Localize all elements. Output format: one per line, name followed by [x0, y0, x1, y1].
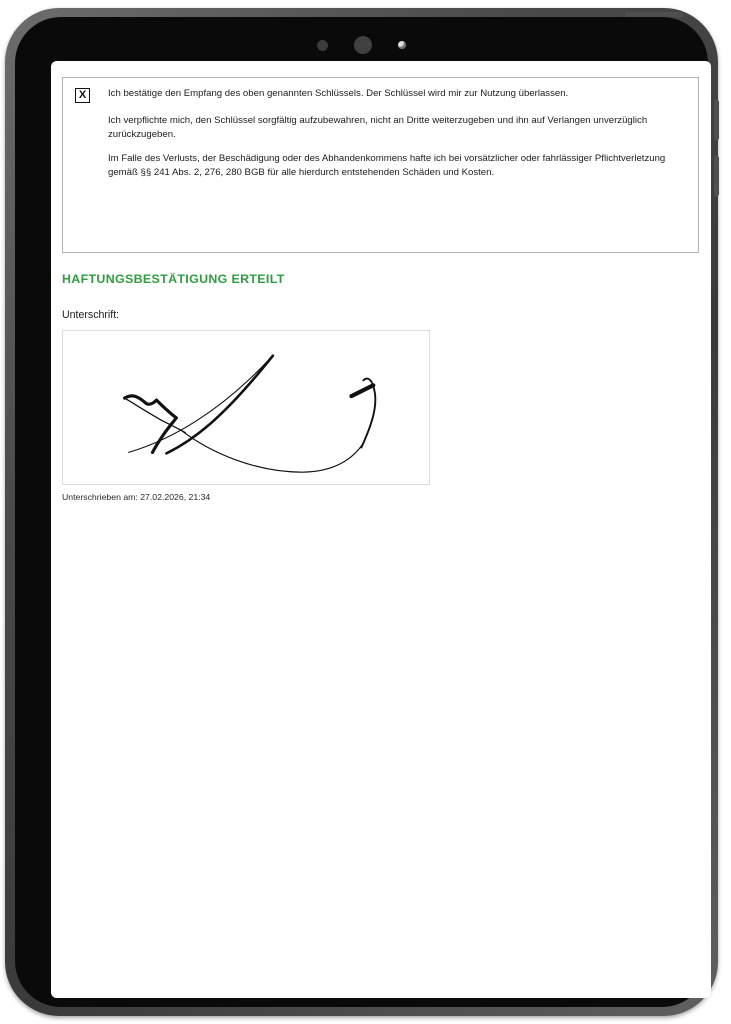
tablet-screen [51, 61, 711, 998]
declaration-box [62, 77, 699, 253]
signature-drawing [63, 331, 429, 484]
declaration-paragraph-3: Im Falle des Verlusts, der Beschädigung oder des Abhandenkommens hafte ich bei vorsätzlicher oder fahrlässiger Pflichtverletzung gemäß §§ 241 Abs. 2, 276, 280 BGB für alle hierdurch entstehenden Schäden und Kosten. [108, 153, 666, 178]
sensor-dot-icon [317, 40, 328, 51]
camera-lens-icon [354, 36, 372, 54]
indicator-light-icon [398, 41, 406, 49]
signed-at-text: Unterschrieben am: 27.02.2026, 21:34 [62, 492, 211, 502]
volume-down-button[interactable] [714, 156, 719, 196]
device-bezel [15, 17, 708, 1007]
signature-canvas[interactable] [62, 330, 430, 485]
declaration-paragraph-2: Ich verpflichte mich, den Schlüssel sorgfältig aufzubewahren, nicht an Dritte weiterzugeben und ihn auf Verlangen unverzüglich zurückzugeben. [108, 115, 648, 140]
volume-up-button[interactable] [714, 100, 719, 140]
document-page [51, 61, 711, 998]
declaration-paragraph-1: Ich bestätige den Empfang des oben genannten Schlüssels. Der Schlüssel wird mir zur Nutzung überlassen. [108, 88, 569, 99]
power-button[interactable] [625, 12, 683, 17]
signature-label: Unterschrift: [62, 309, 120, 321]
declaration-first-row [75, 88, 686, 103]
declaration-content [63, 78, 698, 189]
front-camera-row [15, 35, 708, 55]
device-outer-frame [5, 8, 718, 1016]
liability-confirmation-heading: HAFTUNGSBESTÄTIGUNG ERTEILT [62, 272, 285, 286]
checkbox-checked-icon[interactable]: X [75, 88, 90, 103]
